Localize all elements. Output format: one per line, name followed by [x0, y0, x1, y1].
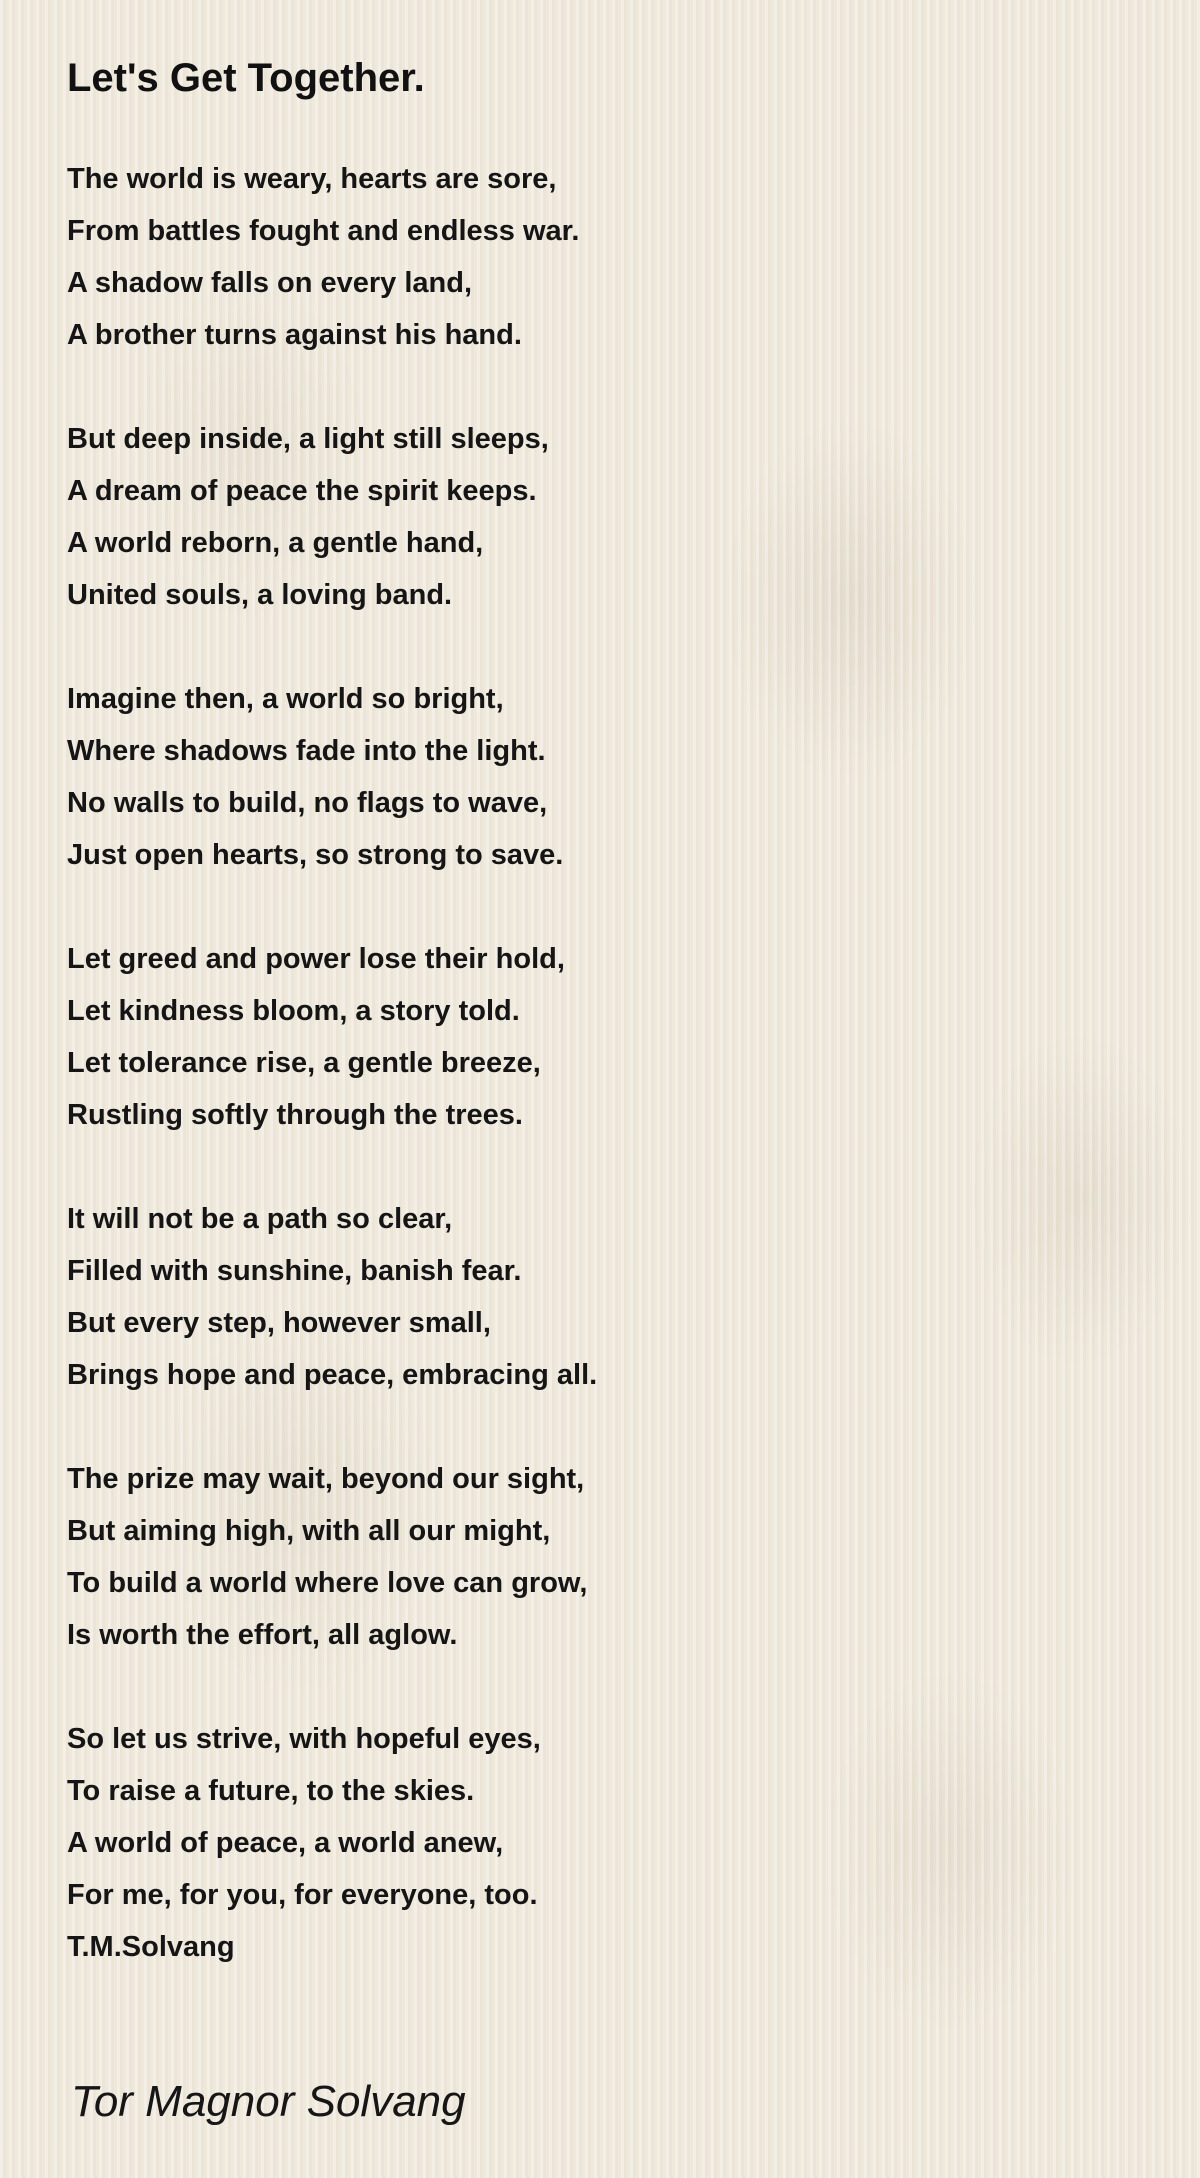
stanza-7 — [67, 1713, 1147, 1921]
poem-line: Brings hope and peace, embracing all. — [67, 1359, 598, 1391]
poem-line: A world reborn, a gentle hand, — [67, 527, 484, 559]
poem-line: From battles fought and endless war. — [67, 215, 580, 247]
poem-line: A shadow falls on every land, — [67, 267, 473, 299]
poem-line: So let us strive, with hopeful eyes, — [67, 1723, 541, 1755]
poem-signature: T.M.Solvang — [67, 1931, 235, 1963]
poem-line: Where shadows fade into the light. — [67, 735, 546, 767]
poem-body — [67, 153, 1147, 1921]
poem-line: The world is weary, hearts are sore, — [67, 163, 557, 195]
poem-line: Let kindness bloom, a story told. — [67, 995, 520, 1027]
poem-line: Let tolerance rise, a gentle breeze, — [67, 1047, 541, 1079]
poem-line: To raise a future, to the skies. — [67, 1775, 475, 1807]
stanza-1 — [67, 153, 1147, 361]
stanza-5 — [67, 1193, 1147, 1401]
stanza-4 — [67, 933, 1147, 1141]
poem-line: A brother turns against his hand. — [67, 319, 522, 351]
poem-line: The prize may wait, beyond our sight, — [67, 1463, 585, 1495]
poem-line: But every step, however small, — [67, 1307, 491, 1339]
poem-line: Filled with sunshine, banish fear. — [67, 1255, 522, 1287]
poem-title: Let's Get Together. — [67, 56, 425, 100]
poem-line: A world of peace, a world anew, — [67, 1827, 504, 1859]
stanza-2 — [67, 413, 1147, 621]
poem-line: A dream of peace the spirit keeps. — [67, 475, 537, 507]
poem-line: Imagine then, a world so bright, — [67, 683, 504, 715]
poem-page — [67, 48, 1147, 1973]
poem-line: But aiming high, with all our might, — [67, 1515, 551, 1547]
poem-line: No walls to build, no flags to wave, — [67, 787, 548, 819]
poem-line: Let greed and power lose their hold, — [67, 943, 565, 975]
poem-line: For me, for you, for everyone, too. — [67, 1879, 538, 1911]
poem-line: United souls, a loving band. — [67, 579, 453, 611]
poem-line: It will not be a path so clear, — [67, 1203, 453, 1235]
author-name: Tor Magnor Solvang — [71, 2077, 466, 2126]
poem-line: But deep inside, a light still sleeps, — [67, 423, 549, 455]
poem-line: Rustling softly through the trees. — [67, 1099, 523, 1131]
stanza-3 — [67, 673, 1147, 881]
poem-line: Is worth the effort, all aglow. — [67, 1619, 458, 1651]
stanza-6 — [67, 1453, 1147, 1661]
poem-line: To build a world where love can grow, — [67, 1567, 588, 1599]
poem-line: Just open hearts, so strong to save. — [67, 839, 564, 871]
